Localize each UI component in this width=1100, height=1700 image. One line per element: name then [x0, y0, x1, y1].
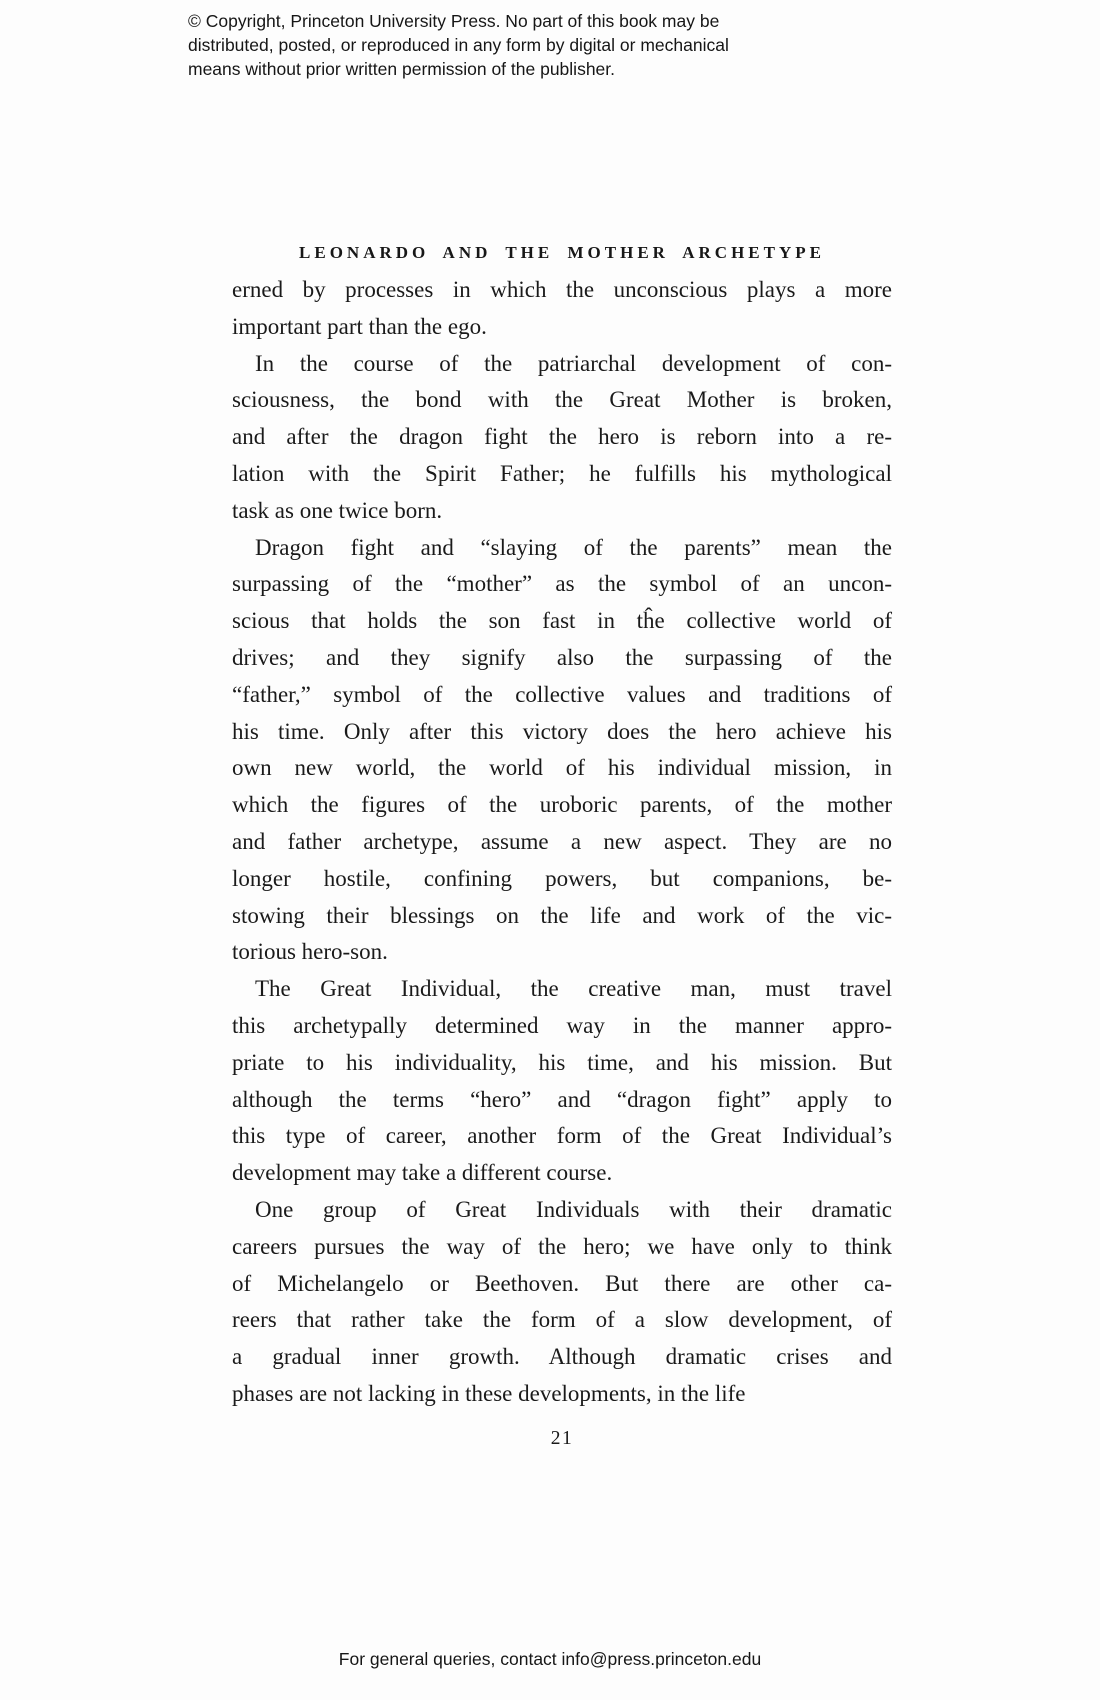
paragraph [232, 971, 892, 1192]
copyright-notice [188, 9, 868, 81]
text-line: and after the dragon fight the hero is reborn into a re- [232, 424, 892, 450]
text-line: important part than the ego. [232, 313, 487, 339]
paragraph [232, 530, 892, 972]
text-line: of Michelangelo or Beethoven. But there are other ca- [232, 1270, 892, 1296]
body-text [232, 272, 892, 1413]
paragraph [232, 272, 892, 346]
text-line: this archetypally determined way in the manner appro- [232, 1012, 892, 1038]
footer-contact: For general queries, contact info@press.princeton.edu [338, 1649, 762, 1669]
text-line: torious hero-son. [232, 939, 388, 965]
text-line: One group of Great Individuals with their dramatic [255, 1196, 892, 1222]
text-line: this type of career, another form of the Great Individual’s [232, 1123, 892, 1149]
text-line: task as one twice born. [232, 497, 443, 523]
text-line: a gradual inner growth. Although dramatic crises and [232, 1344, 892, 1370]
page-number: 21 [550, 1428, 574, 1449]
text-line: scious that holds the son fast in tĥe collective world of [232, 608, 892, 634]
text-line: lation with the Spirit Father; he fulfills his mythological [232, 460, 892, 486]
text-line: and father archetype, assume a new aspect. They are no [232, 828, 892, 854]
copyright-line: means without prior written permission of the publisher. [188, 59, 616, 79]
text-line: “father,” symbol of the collective values and traditions of [232, 681, 892, 707]
text-line: phases are not lacking in these developments, in the life [232, 1380, 746, 1406]
text-line: surpassing of the “mother” as the symbol of an uncon- [232, 571, 892, 597]
text-line: Dragon fight and “slaying of the parents” mean the [255, 534, 892, 560]
text-line: stowing their blessings on the life and work of the vic- [232, 902, 892, 928]
paragraph [232, 1192, 892, 1413]
text-line: sciousness, the bond with the Great Mother is broken, [232, 387, 892, 413]
text-line: although the terms “hero” and “dragon fight” apply to [232, 1086, 892, 1112]
text-line: own new world, the world of his individual mission, in [232, 755, 892, 781]
text-line: The Great Individual, the creative man, must travel [255, 976, 892, 1002]
text-line: which the figures of the uroboric parents, of the mother [232, 792, 892, 818]
text-line: longer hostile, confining powers, but companions, be- [232, 865, 892, 891]
text-line: his time. Only after this victory does the hero achieve his [232, 718, 892, 744]
text-line: reers that rather take the form of a slow development, of [232, 1307, 892, 1333]
copyright-line: distributed, posted, or reproduced in any form by digital or mechanical [188, 35, 729, 55]
text-line: priate to his individuality, his time, and his mission. But [232, 1049, 892, 1075]
running-header: LEONARDO AND THE MOTHER ARCHETYPE [299, 243, 825, 262]
text-line: erned by processes in which the unconscious plays a more [232, 277, 892, 302]
text-line: drives; and they signify also the surpassing of the [232, 644, 892, 670]
text-line: development may take a different course. [232, 1160, 613, 1186]
text-line: In the course of the patriarchal development of con- [255, 350, 892, 376]
text-line: careers pursues the way of the hero; we have only to think [232, 1233, 892, 1259]
copyright-line: © Copyright, Princeton University Press. No part of this book may be [188, 11, 720, 31]
paragraph [232, 346, 892, 530]
